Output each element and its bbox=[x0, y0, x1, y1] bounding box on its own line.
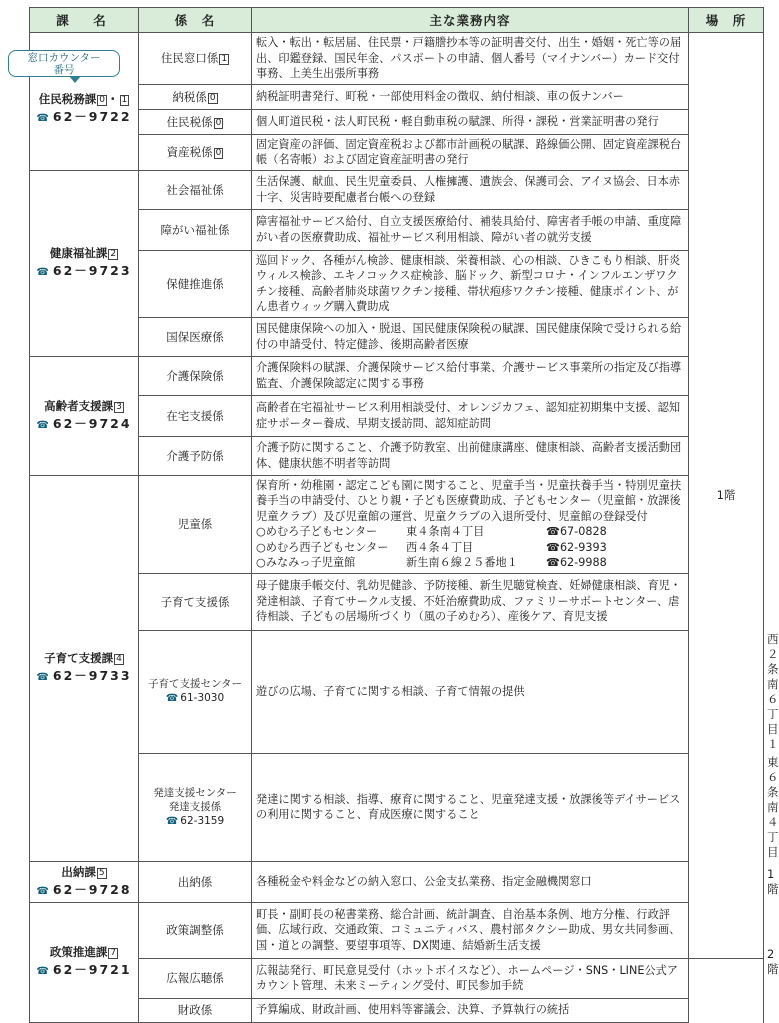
table-row bbox=[30, 395, 764, 436]
section-duties: 介護保険料の賦課、介護保険サービス給付事業、介護サービス事業所の指定及び指導監査、介護保険認定に関する事務 bbox=[252, 356, 689, 395]
section-duties: 介護予防に関すること、介護予防教室、出前健康講座、健康相談、高齢者支援活動団体、健康状態不明者等訪問 bbox=[252, 436, 689, 475]
section-name: 障がい福祉係 bbox=[139, 209, 252, 250]
phone-icon: ☎ bbox=[36, 885, 51, 897]
header-row bbox=[30, 8, 764, 33]
section-duties: 納税証明書発行、町税・一部使用料金の徴収、納付相談、車の仮ナンバー bbox=[252, 84, 689, 109]
section-duties: 広報誌発行、町民意見受付（ホットボイスなど）、ホームページ・SNS・LINE公式アカウント管理、未来ミーティング受付、町民参加手続 bbox=[252, 958, 689, 998]
section-duties: 遊びの広場、子育てに関する相談、子育て情報の提供 bbox=[252, 630, 689, 753]
section-name: 出納係 bbox=[139, 861, 252, 902]
section-name: 住民窓口係 1 bbox=[139, 33, 252, 85]
dept-kenko: 健康福祉課 2 ☎ 62－9723 bbox=[30, 170, 139, 356]
section-duties: 高齢者在宅福祉サービス利用相談受付、オレンジカフェ、認知症初期集中支援、認知症サポーター養成、早期支援訪問、認知症訪問 bbox=[252, 395, 689, 436]
section-duties: 保育所・幼稚園・認定こども園に関すること、児童手当・児童扶養手当・特別児童扶養手当の申請受付、ひとり親・子ども医療費助成、子どもセンター（児童館・放課後児童クラブ）及び児童館の運営、児童クラブの入退所受付、児童館の登録受付 ○めむろ子どもセンター 東４条南４丁目 ☎67-0828 ○めむろ西子どもセンター 西４条４丁目 ☎62-9393 ○みなみっ子児童館 新生南６線２５番地１ ☎62-9988 bbox=[252, 475, 689, 573]
section-name: 国保医療係 bbox=[139, 317, 252, 356]
header-section: 係 名 bbox=[139, 8, 252, 33]
section-name: 発達支援センター 発達支援係 ☎ 62-3159 bbox=[139, 753, 252, 861]
table-row: 政策推進課 7 ☎ 62－9721 政策調整係 町長・副町長の秘書業務、総合計画、統計調査、自治基本条例、地方分権、行政評価、広域行政、交通政策、コミュニティバス、農村部タクシー助成、男女共同参画、国・道との調整、要望事項等、DX関連、結婚新生活支援 2階 bbox=[30, 902, 764, 958]
section-duties: 固定資産の評価、固定資産税および都市計画税の賦課、路線価公開、固定資産課税台帳（名寄帳）および固定資産証明書の発行 bbox=[252, 134, 689, 170]
section-duties: 生活保護、献血、民生児童委員、人権擁護、遺族会、保護司会、アイヌ協会、日本赤十字、災害時要配慮者台帳への登録 bbox=[252, 170, 689, 209]
table-row bbox=[30, 134, 764, 170]
table-row: 子育て支援センター ☎ 61-3030 遊びの広場、子育てに関する相談、子育て情報の提供 西２条 南６丁目１ bbox=[30, 630, 764, 753]
phone-icon: ☎ bbox=[36, 267, 51, 278]
section-duties: 巡回ドック、各種がん検診、健康相談、栄養相談、心の相談、ひきこもり相談、肝炎ウィルス検診、エキノコックス症検診、脳ドック、新型コロナ・インフルエンザワクチン接種、高齢者肺炎球菌ワクチン接種、帯状疱疹ワクチン接種、健康ポイント、がん患者ウィッグ購入費助成 bbox=[252, 250, 689, 317]
section-name: 住民税係 0 bbox=[139, 109, 252, 134]
dept-suitou: 出納課 5 ☎ 62－9728 bbox=[30, 861, 139, 902]
dept-kosodate: 子育て支援課 4 ☎ 62－9733 bbox=[30, 475, 139, 861]
section-name: 子育て支援センター ☎ 61-3030 bbox=[139, 630, 252, 753]
section-name: 保健推進係 bbox=[139, 250, 252, 317]
location-1f: 1階 bbox=[689, 33, 764, 959]
table-row bbox=[30, 436, 764, 475]
dept-koreisha: 高齢者支援課 3 ☎ 62－9724 bbox=[30, 356, 139, 475]
header-duties: 主な業務内容 bbox=[252, 8, 689, 33]
section-duties: 国民健康保険への加入・脱退、国民健康保険税の賦課、国民健康保険で受けられる給付の申請受付、特定健診、後期高齢者医療 bbox=[252, 317, 689, 356]
phone-icon: ☎ bbox=[546, 525, 560, 538]
section-name: 財政係 bbox=[139, 998, 252, 1022]
section-name: 在宅支援係 bbox=[139, 395, 252, 436]
table-row bbox=[30, 84, 764, 109]
table-row bbox=[30, 958, 764, 998]
section-name: 児童係 bbox=[139, 475, 252, 573]
facility-list: ○めむろ子どもセンター 東４条南４丁目 ☎67-0828 ○めむろ西子どもセンター 西４条４丁目 ☎62-9393 ○みなみっ子児童館 新生南６線２５番地１ ☎62-9988 bbox=[256, 525, 607, 569]
section-name: 納税係 0 bbox=[139, 84, 252, 109]
section-duties: 母子健康手帳交付、乳幼児健診、予防接種、新生児聴覚検査、妊婦健康相談、育児・発達相談、子育てサークル支援、不妊治療費助成、ファミリーサポートセンター、虐待相談、子どもの居場所づくり（風の子めむろ）、産後ケア、育児支援 bbox=[252, 573, 689, 630]
section-duties: 発達に関する相談、指導、療育に関すること、児童発達支援・放課後等デイサービスの利用に関すること、育成医療に関すること bbox=[252, 753, 689, 861]
phone-icon: ☎ bbox=[36, 419, 51, 431]
section-duties: 予算編成、財政計画、使用料等審議会、決算、予算執行の統括 bbox=[252, 998, 689, 1022]
section-name: 子育て支援係 bbox=[139, 573, 252, 630]
dept-jumin: 住民税務課 0 ・ 1 ☎ 62－9722 bbox=[30, 33, 139, 171]
table-row bbox=[30, 998, 764, 1022]
phone-icon: ☎ bbox=[36, 966, 51, 977]
table-row bbox=[30, 317, 764, 356]
phone-icon: ☎ bbox=[165, 815, 179, 827]
table-row: 発達支援センター 発達支援係 ☎ 62-3159 発達に関する相談、指導、療育に関すること、児童発達支援・放課後等デイサービスの利用に関すること、育成医療に関すること 東６条 南４丁目 bbox=[30, 753, 764, 861]
table-row bbox=[30, 170, 764, 209]
table-row bbox=[30, 250, 764, 317]
table-row bbox=[30, 356, 764, 395]
section-duties: 障害福祉サービス給付、自立支援医療給付、補装具給付、障害者手帳の申請、重度障がい者の医療費助成、福祉サービス利用相談、障がい者の就労支援 bbox=[252, 209, 689, 250]
section-duties: 町長・副町長の秘書業務、総合計画、統計調査、自治基本条例、地方分権、行政評価、広域行政、交通政策、コミュニティバス、農村部タクシー助成、男女共同参画、国・道との調整、要望事項等、DX関連、結婚新生活支援 bbox=[252, 902, 689, 958]
section-name: 広報広聴係 bbox=[139, 958, 252, 998]
table-row bbox=[30, 475, 764, 573]
phone-icon: ☎ bbox=[36, 672, 51, 683]
table-row bbox=[30, 209, 764, 250]
phone-icon: ☎ bbox=[546, 556, 560, 569]
table-row bbox=[30, 33, 764, 85]
table-row bbox=[30, 573, 764, 630]
header-location: 場 所 bbox=[689, 8, 764, 33]
section-name: 政策調整係 bbox=[139, 902, 252, 958]
table-row bbox=[30, 109, 764, 134]
section-name: 資産税係 0 bbox=[139, 134, 252, 170]
phone-icon: ☎ bbox=[165, 693, 179, 704]
section-duties: 個人町道民税・法人町民税・軽自動車税の賦課、所得・課税・営業証明書の発行 bbox=[252, 109, 689, 134]
department-directory-table bbox=[29, 7, 779, 1023]
section-duties: 転入・転出・転居届、住民票・戸籍謄抄本等の証明書交付、出生・婚姻・死亡等の届出、印鑑登録、国民年金、パスポートの申請、個人番号（マイナンバー）カード交付事務、上美生出張所事務 bbox=[252, 33, 689, 85]
counter-number-callout: 窓口カウンター 番号 bbox=[8, 50, 120, 77]
dept-seisaku: 政策推進課 7 ☎ 62－9721 bbox=[30, 902, 139, 1022]
section-name: 介護保険係 bbox=[139, 356, 252, 395]
phone-icon: ☎ bbox=[36, 112, 51, 124]
phone-icon: ☎ bbox=[546, 540, 560, 554]
section-duties: 各種税金や料金などの納入窓口、公金支払業務、指定金融機関窓口 bbox=[252, 861, 689, 902]
section-name: 社会福祉係 bbox=[139, 170, 252, 209]
table-row: 出納課 5 ☎ 62－9728 出納係 各種税金や料金などの納入窓口、公金支払業務、指定金融機関窓口 1階 bbox=[30, 861, 764, 902]
section-name: 介護予防係 bbox=[139, 436, 252, 475]
header-department: 課 名 bbox=[30, 8, 139, 33]
